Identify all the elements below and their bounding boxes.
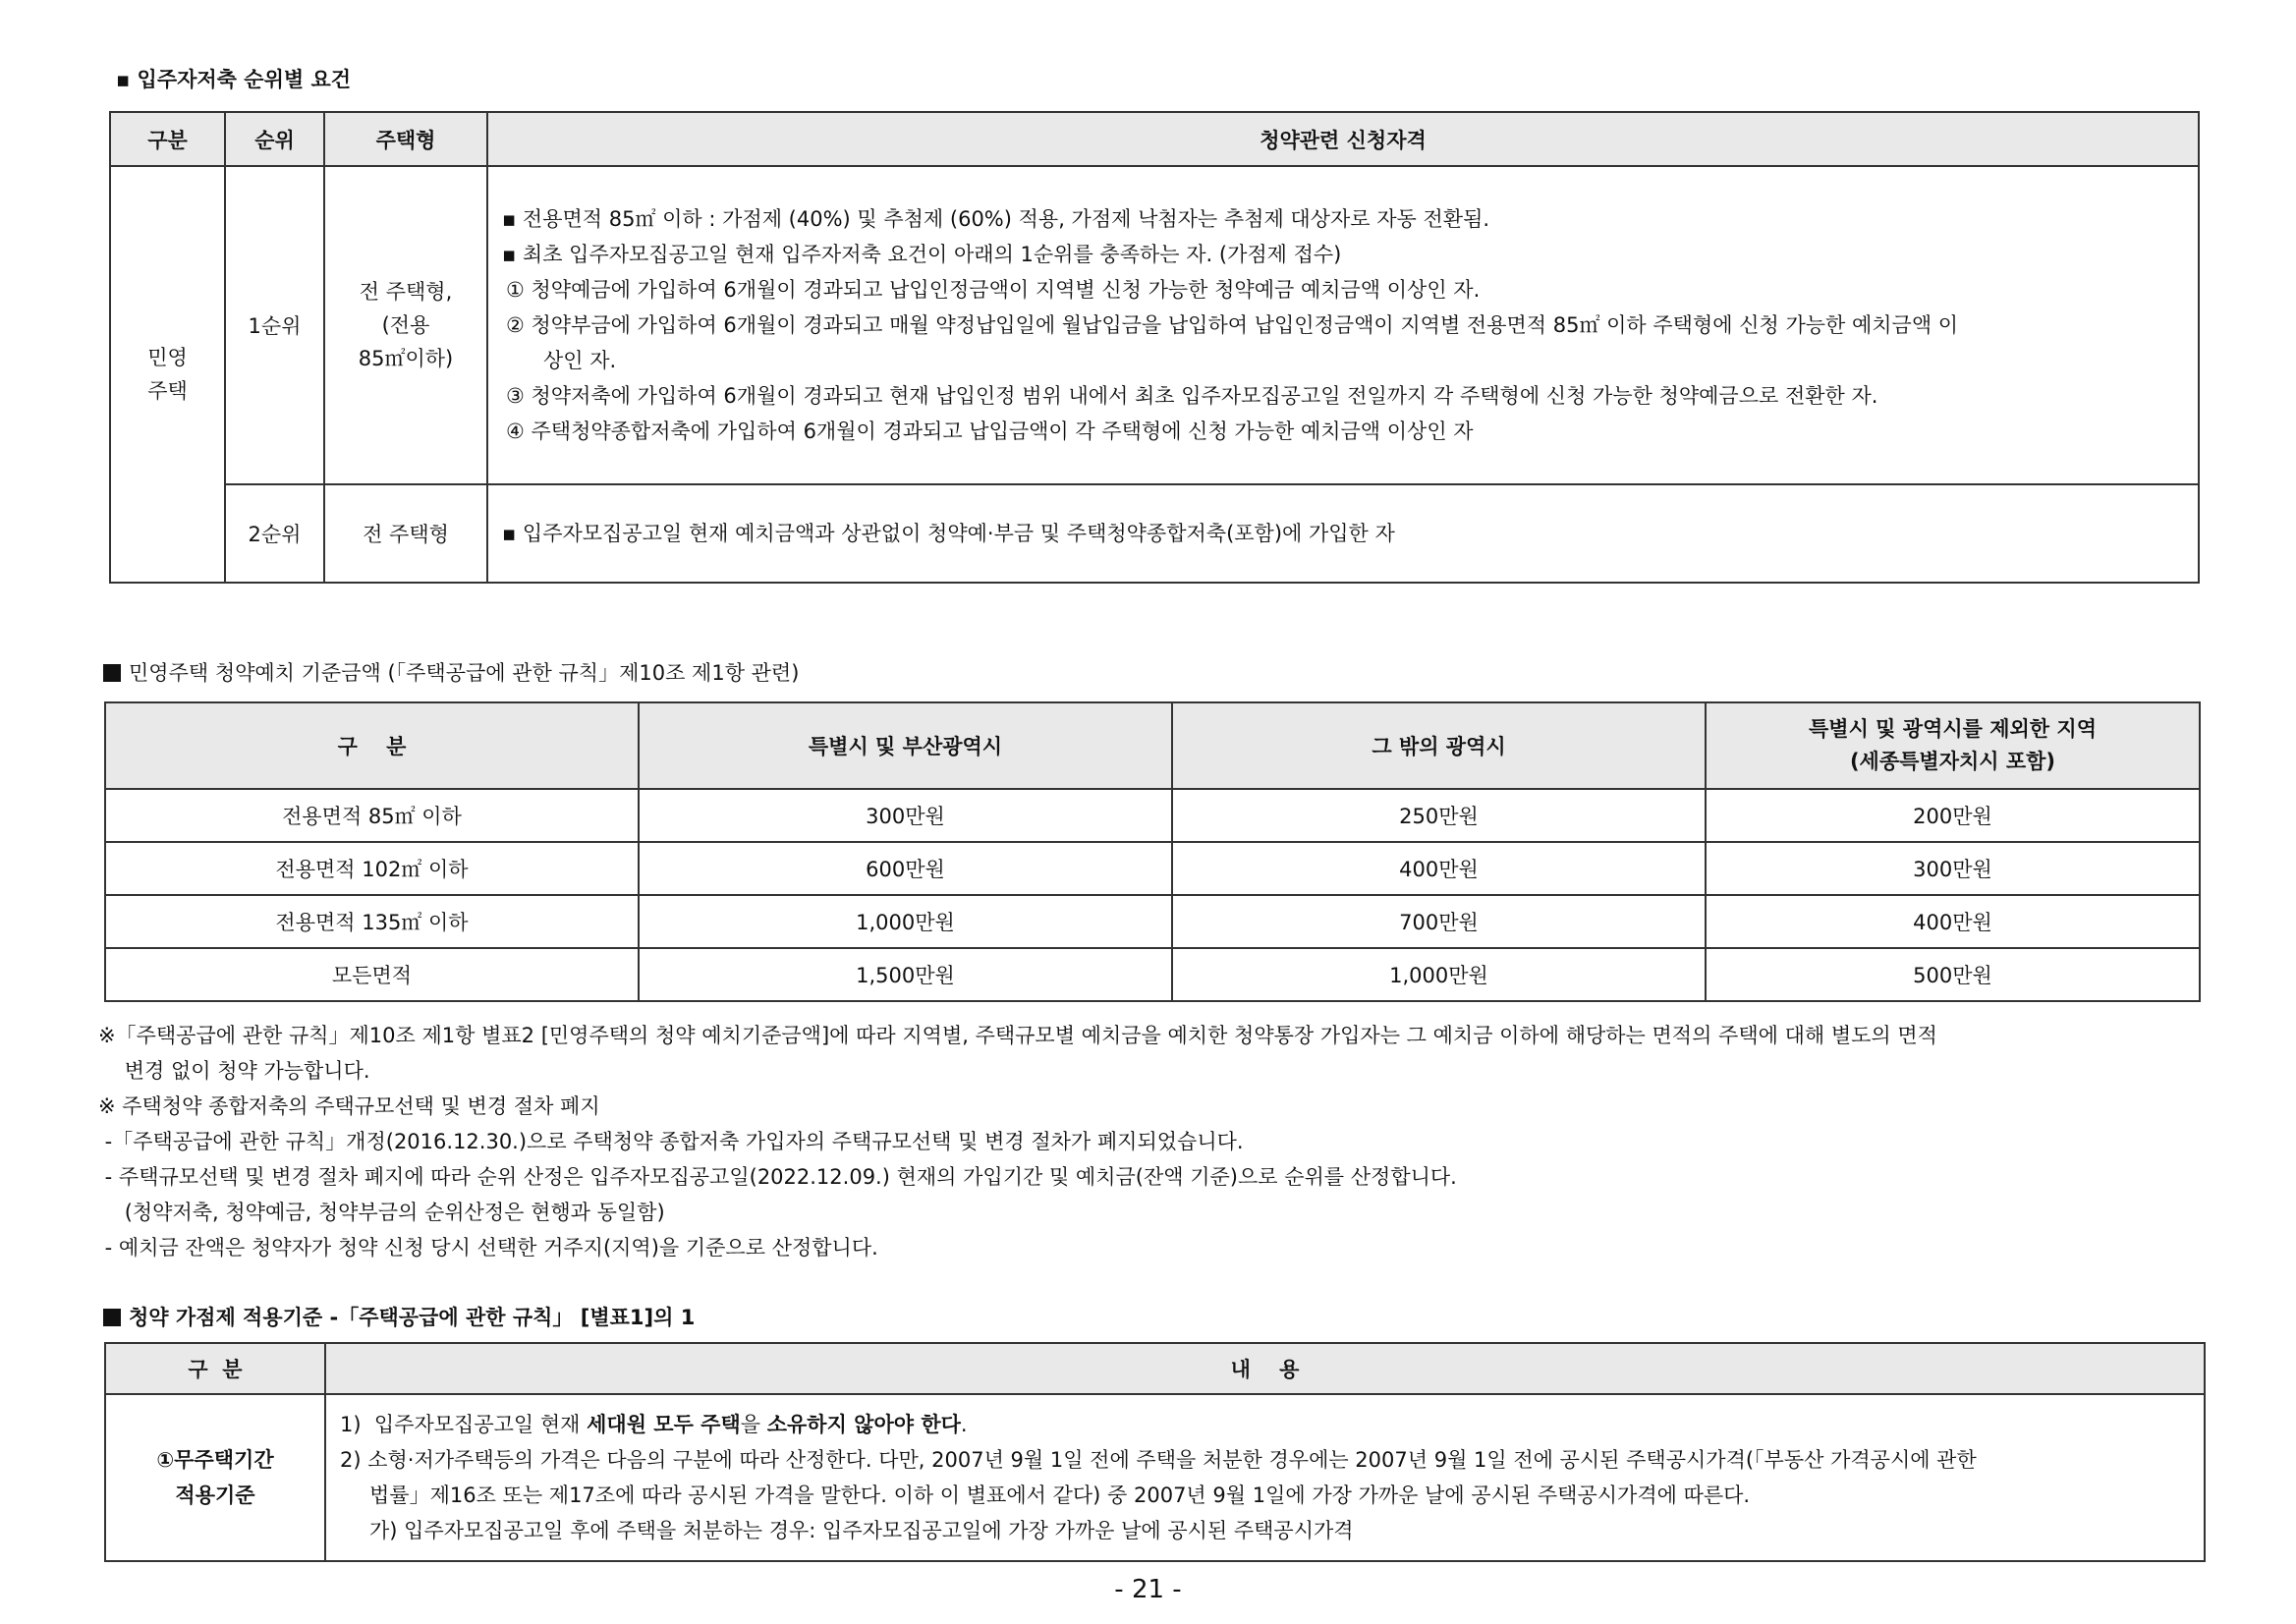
scoring-line: 가) 입주자모집공고일 후에 주택을 처분하는 경우: 입주자모집공고일에 가장 가까운 날에 공시된 주택공시가격 [369, 1519, 1354, 1542]
rank1-line: ③ 청약저축에 가입하여 6개월이 경과되고 현재 납입인정 범위 내에서 최초 입주자모집공고일 전일까지 각 주택형에 신청 가능한 청약예금으로 전환한 자. [506, 384, 1878, 408]
section2-title-text: 민영주택 청약예치 기준금액 (「주택공급에 관한 규칙」제10조 제1항 관련) [129, 661, 800, 685]
table-cell: 400만원 [1706, 895, 2200, 948]
table-cell: 200만원 [1706, 789, 2200, 842]
table-cell: 1,000만원 [1172, 948, 1706, 1001]
notes-block [98, 1018, 2201, 1265]
table-cell: 1,000만원 [639, 895, 1172, 948]
note-line: 변경 없이 청약 가능합니다. [98, 1059, 370, 1083]
scoring-line: 법률」제16조 또는 제17조에 따라 공시된 가격을 말한다. 이하 이 별표에서 같다) 중 2007년 9월 1일에 가장 가까운 날에 공시된 주택공시가격에 따른다. [369, 1484, 1751, 1507]
scoring-header-content: 내 용 [325, 1343, 2205, 1394]
rank1-house-type: 전 주택형, (전용 85㎡이하) [324, 166, 487, 484]
table-cell: 250만원 [1172, 789, 1706, 842]
scoring-header-category: 구 분 [105, 1343, 325, 1394]
deposit-header-other-metro: 그 밖의 광역시 [1172, 702, 1706, 789]
deposit-table [104, 701, 2201, 1002]
no-house-period-content [325, 1394, 2205, 1561]
table-cell: 700만원 [1172, 895, 1706, 948]
section1-title: ▪ 입주자저축 순위별 요건 [116, 68, 352, 91]
table-cell: 모든면적 [105, 948, 639, 1001]
note-line: ※ 주택청약 종합저축의 주택규모선택 및 변경 절차 폐지 [98, 1094, 600, 1118]
rank2-line: ▪ 입주자모집공고일 현재 예치금액과 상관없이 청약예·부금 및 주택청약종합저축(포함)에 가입한 자 [502, 522, 1395, 545]
scoring-text: 을 [740, 1413, 767, 1436]
scoring-text: . [960, 1413, 968, 1436]
rank2-qualification [487, 484, 2199, 583]
rank1-line: ▪ 최초 입주자모집공고일 현재 입주자저축 요건이 아래의 1순위를 충족하는 자. (가점제 접수) [502, 243, 1342, 266]
table-cell: 전용면적 85㎡ 이하 [105, 789, 639, 842]
header-house-type: 주택형 [324, 112, 487, 166]
deposit-header-area: 구 분 [105, 702, 639, 789]
note-line: ※「주택공급에 관한 규칙」제10조 제1항 별표2 [민영주택의 청약 예치기준금액]에 따라 지역별, 주택규모별 예치금을 예치한 청약통장 가입자는 그 예치금 이하에 해당하는 면적의 주택에 대해 별도의 면적 [98, 1024, 1937, 1047]
rank1-label: 1순위 [225, 166, 324, 484]
scoring-emphasis: 세대원 모두 주택 [587, 1413, 741, 1436]
section3-title-text: 청약 가점제 적용기준 -「주택공급에 관한 규칙」 [별표1]의 1 [129, 1306, 696, 1329]
scoring-line [340, 1407, 2190, 1442]
table-cell: 전용면적 135㎡ 이하 [105, 895, 639, 948]
table-cell: 400만원 [1172, 842, 1706, 895]
section2-title [103, 658, 799, 688]
scoring-text: 1) 입주자모집공고일 현재 [340, 1413, 588, 1436]
rank1-line: ④ 주택청약종합저축에 가입하여 6개월이 경과되고 납입금액이 각 주택형에 신청 가능한 예치금액 이상인 자 [506, 420, 1474, 443]
rank1-line: ② 청약부금에 가입하여 6개월이 경과되고 매월 약정납입일에 월납입금을 납입하여 납입인정금액이 지역별 전용면적 85㎡ 이하 주택형에 신청 가능한 예치금액 이 [506, 313, 1959, 337]
section3-title [103, 1303, 695, 1332]
note-line: - 주택규모선택 및 변경 절차 폐지에 따라 순위 산정은 입주자모집공고일(2022.12.09.) 현재의 가입기간 및 예치금(잔액 기준)으로 순위를 산정합니다. [98, 1165, 1457, 1189]
requirements-table [109, 111, 2200, 584]
rank2-house-type: 전 주택형 [324, 484, 487, 583]
square-bullet-icon [103, 1309, 121, 1326]
scoring-emphasis: 소유하지 않아야 한다 [766, 1413, 961, 1436]
rank1-line: ① 청약예금에 가입하여 6개월이 경과되고 납입인정금액이 지역별 신청 가능한 청약예금 예치금액 이상인 자. [506, 278, 1481, 302]
rank2-label: 2순위 [225, 484, 324, 583]
table-cell: 전용면적 102㎡ 이하 [105, 842, 639, 895]
page-number: - 21 - [1114, 1575, 1182, 1604]
deposit-header-other-region: 특별시 및 광역시를 제외한 지역 (세종특별자치시 포함) [1706, 702, 2200, 789]
scoring-line: 2) 소형·저가주택등의 가격은 다음의 구분에 따라 산정한다. 다만, 2007년 9월 1일 전에 주택을 처분한 경우에는 2007년 9월 1일 전에 공시된 주택공시가격(「부동산 가격공시에 관한 [340, 1448, 1977, 1472]
note-line: - 예치금 잔액은 청약자가 청약 신청 당시 선택한 거주지(지역)을 기준으로 산정합니다. [98, 1236, 878, 1260]
header-qualification: 청약관련 신청자격 [487, 112, 2199, 166]
rank1-qualification [487, 166, 2199, 484]
note-line: (청약저축, 청약예금, 청약부금의 순위산정은 현행과 동일함) [98, 1201, 665, 1224]
rank1-line: 상인 자. [543, 349, 617, 372]
table-cell: 600만원 [639, 842, 1172, 895]
no-house-period-label: ①무주택기간 적용기준 [105, 1394, 325, 1561]
header-rank: 순위 [225, 112, 324, 166]
category-private-housing: 민영 주택 [110, 166, 225, 583]
table-cell: 300만원 [639, 789, 1172, 842]
table-cell: 1,500만원 [639, 948, 1172, 1001]
header-category: 구분 [110, 112, 225, 166]
table-cell: 300만원 [1706, 842, 2200, 895]
rank1-line: ▪ 전용면적 85㎡ 이하 : 가점제 (40%) 및 추첨제 (60%) 적용, 가점제 낙첨자는 추첨제 대상자로 자동 전환됨. [502, 207, 1490, 231]
note-line: -「주택공급에 관한 규칙」개정(2016.12.30.)으로 주택청약 종합저축 가입자의 주택규모선택 및 변경 절차가 폐지되었습니다. [98, 1130, 1244, 1153]
deposit-header-special-city: 특별시 및 부산광역시 [639, 702, 1172, 789]
table-cell: 500만원 [1706, 948, 2200, 1001]
square-bullet-icon [103, 664, 121, 682]
scoring-table [104, 1342, 2206, 1562]
